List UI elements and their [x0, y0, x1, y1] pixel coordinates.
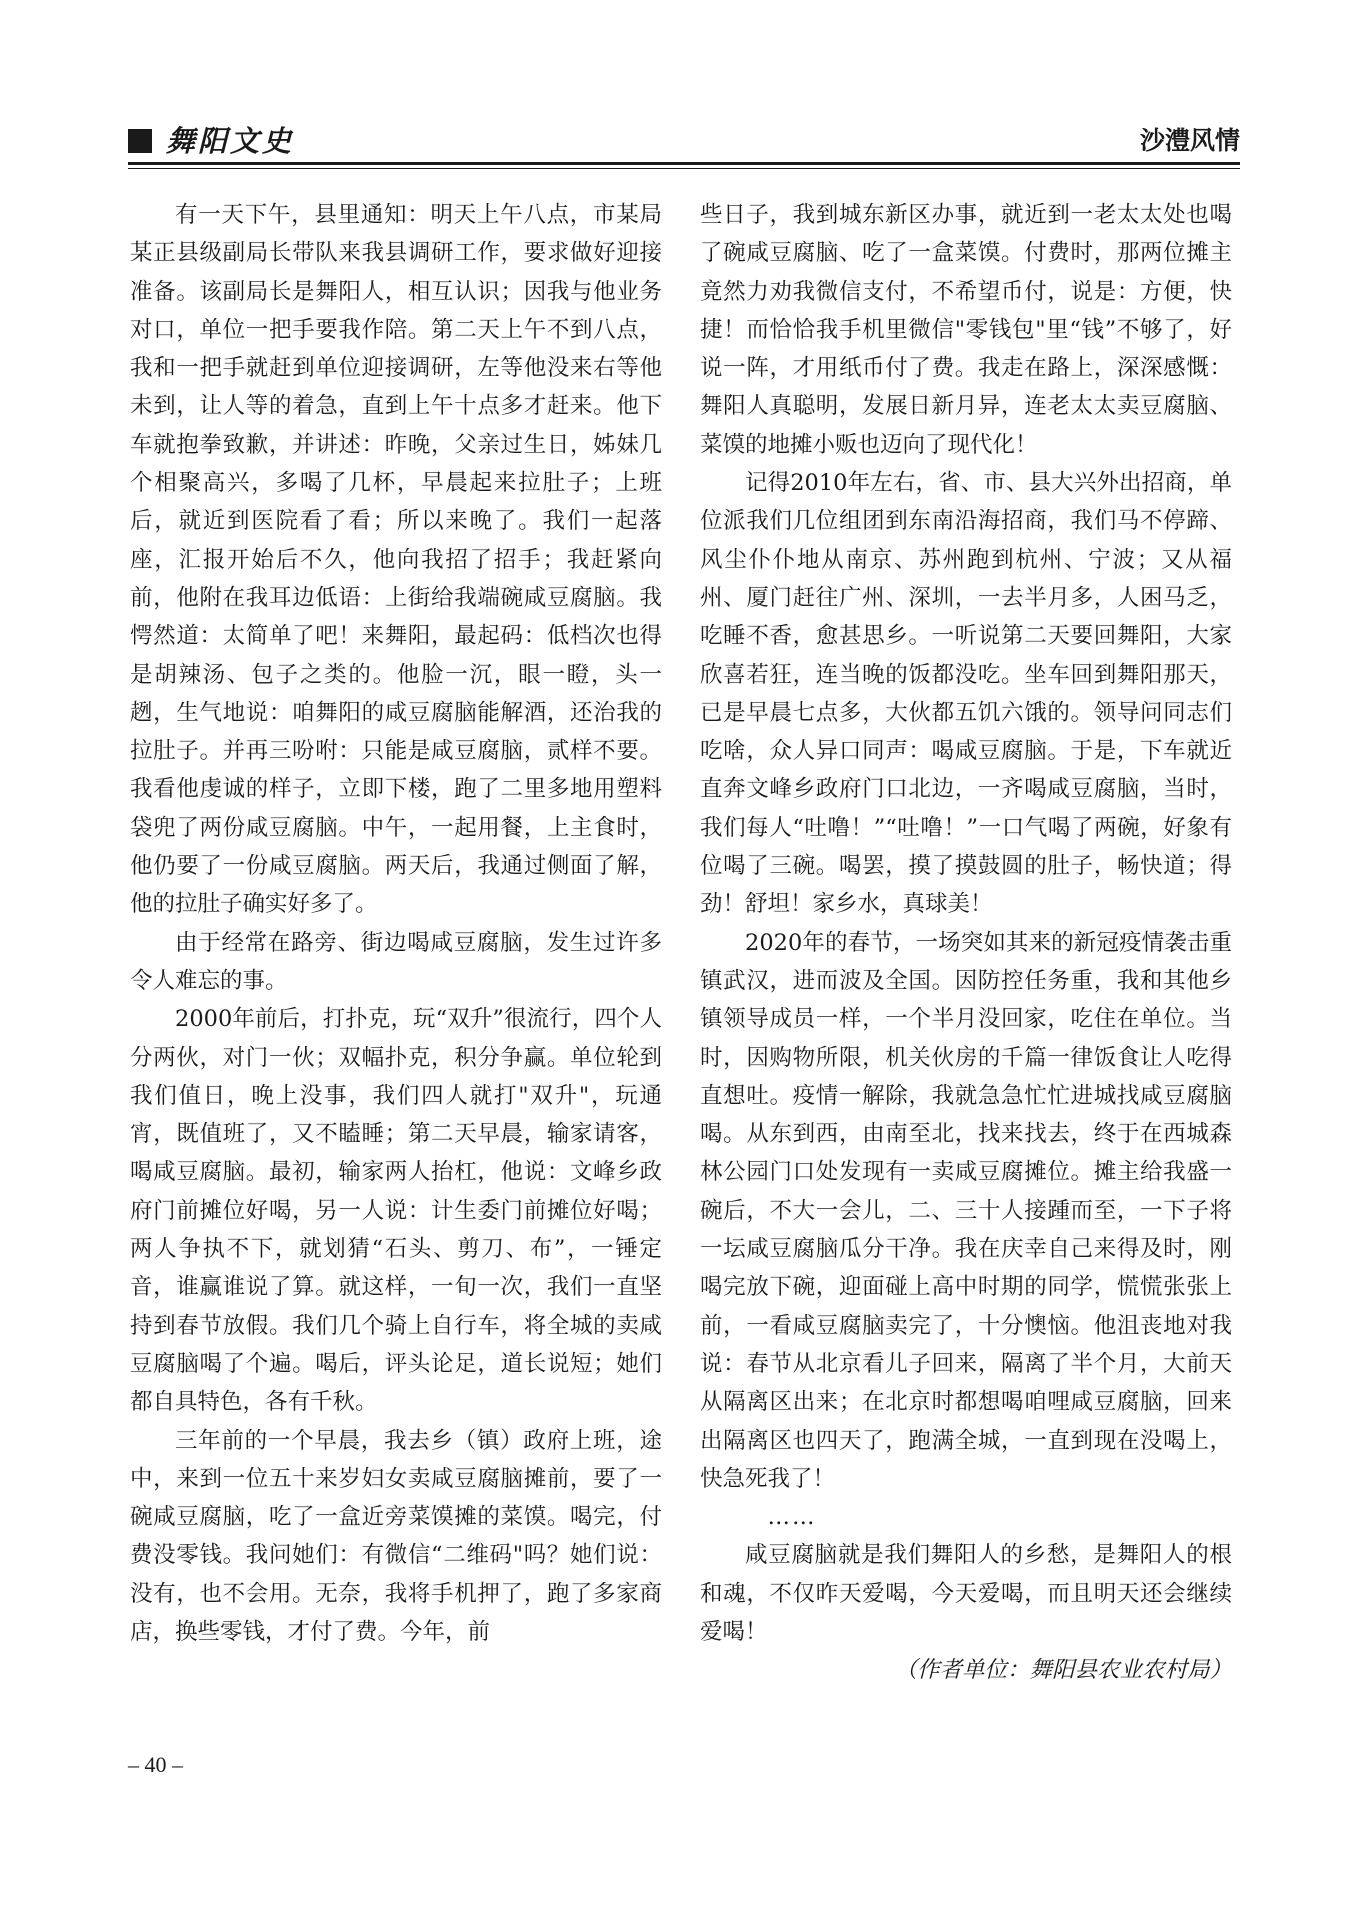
header-rule-thick	[128, 162, 1240, 165]
paragraph: 2020年的春节，一场突如其来的新冠疫情袭击重镇武汉，进而波及全国。因防控任务重，我和其他乡镇领导成员一样，一个半月没回家，吃住在单位。当时，因购物所限，机关伙房的千篇一律饭食让人吃得直想吐。疫情一解除，我就急急忙忙进城找咸豆腐脑喝。从东到西，由南至北，找来找去，终于在西城森林公园门口处发现有一卖咸豆腐摊位。摊主给我盛一碗后，不大一会儿，二、三十人接踵而至，一下子将一坛咸豆腐脑瓜分干净。我在庆幸自己来得及时，刚喝完放下碗，迎面碰上高中时期的同学，慌慌张张上前，一看咸豆腐脑卖完了，十分懊恼。他沮丧地对我说：春节从北京看儿子回来，隔离了半个月，大前天从隔离区出来；在北京时都想喝咱哩咸豆腐脑，回来出隔离区也四天了，跑满全城，一直到现在没喝上，快急死我了！	[700, 929, 1232, 1492]
author-affiliation: （作者单位：舞阳县农业农村局）	[894, 1657, 1232, 1684]
page-header	[128, 126, 1240, 170]
paragraph: 有一天下午，县里通知：明天上午八点，市某局某正县级副局长带队来我县调研工作，要求做好迎接准备。该副局长是舞阳人，相互认识；因我与他业务对口，单位一把手要我作陪。第二天上午不到八点，我和一把手就赶到单位迎接调研，左等他没来右等他未到，让人等的着急，直到上午十点多才赶来。他下车就抱拳致歉，并讲述：昨晚，父亲过生日，姊妹几个相聚高兴，多喝了几杯，早晨起来拉肚子；上班后，就近到医院看了看；所以来晚了。我们一起落座，汇报开始后不久，他向我招了招手；我赶紧向前，他附在我耳边低语：上街给我端碗咸豆腐脑。我愕然道：太简单了吧！来舞阳，最起码：低档次也得是胡辣汤、包子之类的。他脸一沉，眼一瞪，头一趔，生气地说：咱舞阳的咸豆腐脑能解酒，还治我的拉肚子。并再三吩咐：只能是咸豆腐脑，贰样不要。我看他虔诚的样子，立即下楼，跑了二里多地用塑料袋兜了两份咸豆腐脑。中午，一起用餐，上主食时，他仍要了一份咸豆腐脑。两天后，我通过侧面了解，他的拉肚子确实好多了。	[130, 202, 662, 918]
right-column	[700, 196, 1232, 1690]
paragraph: 三年前的一个早晨，我去乡（镇）政府上班，途中，来到一位五十来岁妇女卖咸豆腐脑摊前，要了一碗咸豆腐脑，吃了一盒近旁菜馍摊的菜馍。喝完，付费没零钱。我问她们：有微信“二维码"吗？她们说：没有，也不会用。无奈，我将手机押了，跑了多家商店，换些零钱，才付了费。今年，前	[130, 1427, 662, 1645]
header-rule-thin	[128, 168, 1240, 169]
left-column	[130, 196, 662, 1651]
paragraph-continuation: 些日子，我到城东新区办事，就近到一老太太处也喝了碗咸豆腐脑、吃了一盒菜馍。付费时，那两位摊主竟然力劝我微信支付，不希望币付，说是：方便，快捷！而恰恰我手机里微信"零钱包"里“钱”不够了，好说一阵，才用纸币付了费。我走在路上，深深感慨：舞阳人真聪明，发展日新月异，连老太太卖豆腐脑、菜馍的地摊小贩也迈向了现代化！	[700, 202, 1232, 458]
journal-name: 舞阳文史	[166, 124, 295, 158]
header-square-mark	[128, 129, 152, 153]
ellipsis: ……	[767, 1504, 817, 1531]
paragraph: 2000年前后，打扑克，玩“双升”很流行，四个人分两伙，对门一伙；双幅扑克，积分争赢。单位轮到我们值日，晚上没事，我们四人就打"双升"，玩通宵，既值班了，又不瞌睡；第二天早晨，输家请客，喝咸豆腐脑。最初，输家两人抬杠，他说：文峰乡政府门前摊位好喝，另一人说：计生委门前摊位好喝；两人争执不下，就划猜“石头、剪刀、布”，一锤定音，谁赢谁说了算。就这样，一旬一次，我们一直坚持到春节放假。我们几个骑上自行车，将全城的卖咸豆腐脑喝了个遍。喝后，评头论足，道长说短；她们都自具特色，各有千秋。	[130, 1006, 662, 1416]
closing-paragraph: 咸豆腐脑就是我们舞阳人的乡愁，是舞阳人的根和魂，不仅昨天爱喝，今天爱喝，而且明天还会继续爱喝！	[700, 1542, 1232, 1645]
section-name: 沙澧风情	[1139, 126, 1240, 155]
paragraph: 记得2010年左右，省、市、县大兴外出招商，单位派我们几位组团到东南沿海招商，我们马不停蹄、风尘仆仆地从南京、苏州跑到杭州、宁波；又从福州、厦门赶往广州、深圳，一去半月多，人困马乏，吃睡不香，愈甚思乡。一听说第二天要回舞阳，大家欣喜若狂，连当晚的饭都没吃。坐车回到舞阳那天，已是早晨七点多，大伙都五饥六饿的。领导问同志们吃啥，众人异口同声：喝咸豆腐脑。于是，下车就近直奔文峰乡政府门口北边，一齐喝咸豆腐脑，当时，我们每人“吐噜！”“吐噜！”一口气喝了两碗，好象有位喝了三碗。喝罢，摸了摸鼓圆的肚子，畅快道；得劲！舒坦！家乡水，真球美！	[700, 470, 1232, 918]
page-number: – 40 –	[128, 1752, 183, 1777]
paragraph: 由于经常在路旁、街边喝咸豆腐脑，发生过许多令人难忘的事。	[130, 929, 662, 994]
